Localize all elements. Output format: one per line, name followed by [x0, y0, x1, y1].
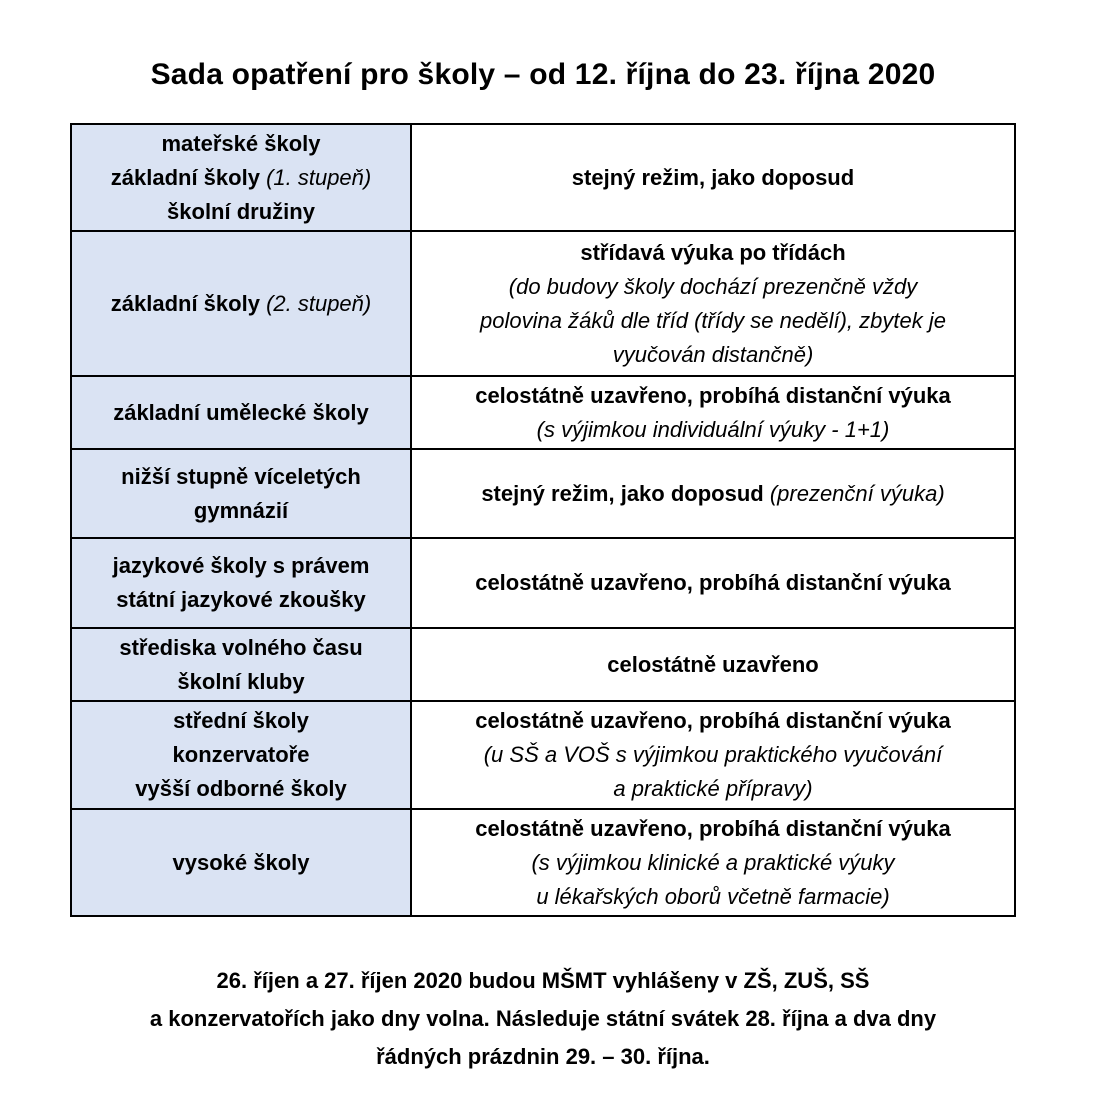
regime-inline-note: (prezenční výuka) [769, 480, 945, 506]
school-type-line: mateřské školy [161, 130, 321, 156]
school-type-line: gymnázií [193, 497, 289, 523]
table-row [71, 538, 1015, 628]
footer-line: a konzervatořích jako dny volna. Následuje státní svátek 28. října a dva dny [149, 1006, 937, 1031]
school-type-cell [71, 376, 411, 449]
school-type-cell [71, 231, 411, 376]
regime-main: celostátně uzavřeno, probíhá distanční výuka [475, 382, 951, 408]
school-type-cell [71, 538, 411, 628]
regime-detail: (s výjimkou klinické a praktické výuky [531, 849, 895, 875]
regime-detail: u lékařských oborů včetně farmacie) [536, 883, 890, 909]
regime-cell [411, 376, 1015, 449]
regime-detail: (do budovy školy dochází prezenčně vždy [508, 273, 918, 299]
school-type-cell [71, 701, 411, 809]
school-type-line: vyšší odborné školy [135, 776, 347, 801]
school-type-line: základní umělecké školy [113, 399, 369, 425]
regime-main: stejný režim, jako doposud [571, 164, 855, 190]
school-type-note: (2. stupeň) [266, 290, 372, 316]
regime-cell [411, 538, 1015, 628]
table-row [71, 701, 1015, 809]
footer-note [0, 962, 1086, 1076]
measures-table [70, 123, 1016, 917]
school-type-line: nižší stupně víceletých [121, 463, 361, 489]
regime-detail: a praktické přípravy) [613, 776, 813, 801]
school-type-line: školní družiny [167, 198, 315, 224]
school-type-text: základní školy [110, 164, 260, 190]
school-type-cell [71, 628, 411, 701]
regime-main: střídavá výuka po třídách [580, 239, 846, 265]
table-row [71, 124, 1015, 231]
school-type-line: konzervatoře [172, 742, 310, 767]
school-type-line: vysoké školy [172, 849, 310, 875]
table-row [71, 376, 1015, 449]
footer-line: 26. říjen a 27. říjen 2020 budou MŠMT vyhlášeny v ZŠ, ZUŠ, SŠ [216, 968, 870, 993]
page-title: Sada opatření pro školy – od 12. října do 23. října 2020 [150, 58, 936, 91]
school-type-cell [71, 449, 411, 538]
school-type-note: (1. stupeň) [266, 164, 372, 190]
footer-line: řádných prázdnin 29. – 30. října. [376, 1044, 710, 1069]
regime-line [418, 477, 1008, 511]
regime-detail: (s výjimkou individuální výuky - 1+1) [536, 416, 890, 442]
regime-cell [411, 124, 1015, 231]
school-type-line: státní jazykové zkoušky [116, 587, 366, 612]
regime-main: celostátně uzavřeno, probíhá distanční výuka [475, 708, 951, 733]
school-type-cell [71, 809, 411, 916]
regime-cell [411, 701, 1015, 809]
regime-cell [411, 809, 1015, 916]
regime-cell [411, 231, 1015, 376]
table-row [71, 809, 1015, 916]
regime-main: celostátně uzavřeno, probíhá distanční výuka [475, 570, 951, 595]
regime-main: celostátně uzavřeno [607, 651, 819, 677]
regime-detail: polovina žáků dle tříd (třídy se nedělí), zbytek je [480, 307, 946, 333]
school-type-line [78, 161, 404, 195]
school-type-cell [71, 124, 411, 231]
school-type-line: jazykové školy s právem [112, 553, 370, 578]
regime-detail: vyučován distančně) [612, 341, 814, 367]
school-type-text: základní školy [110, 290, 260, 316]
regime-main: celostátně uzavřeno, probíhá distanční výuka [475, 815, 951, 841]
regime-cell [411, 449, 1015, 538]
school-type-line: školní kluby [177, 668, 305, 694]
regime-detail: (u SŠ a VOŠ s výjimkou praktického vyučování [483, 742, 943, 767]
school-type-line [78, 287, 404, 321]
school-type-line: střední školy [173, 708, 309, 733]
regime-cell [411, 628, 1015, 701]
table-row [71, 449, 1015, 538]
table-row [71, 628, 1015, 701]
school-type-line: střediska volného času [119, 634, 363, 660]
regime-main: stejný režim, jako doposud [481, 480, 764, 506]
table-row [71, 231, 1015, 376]
